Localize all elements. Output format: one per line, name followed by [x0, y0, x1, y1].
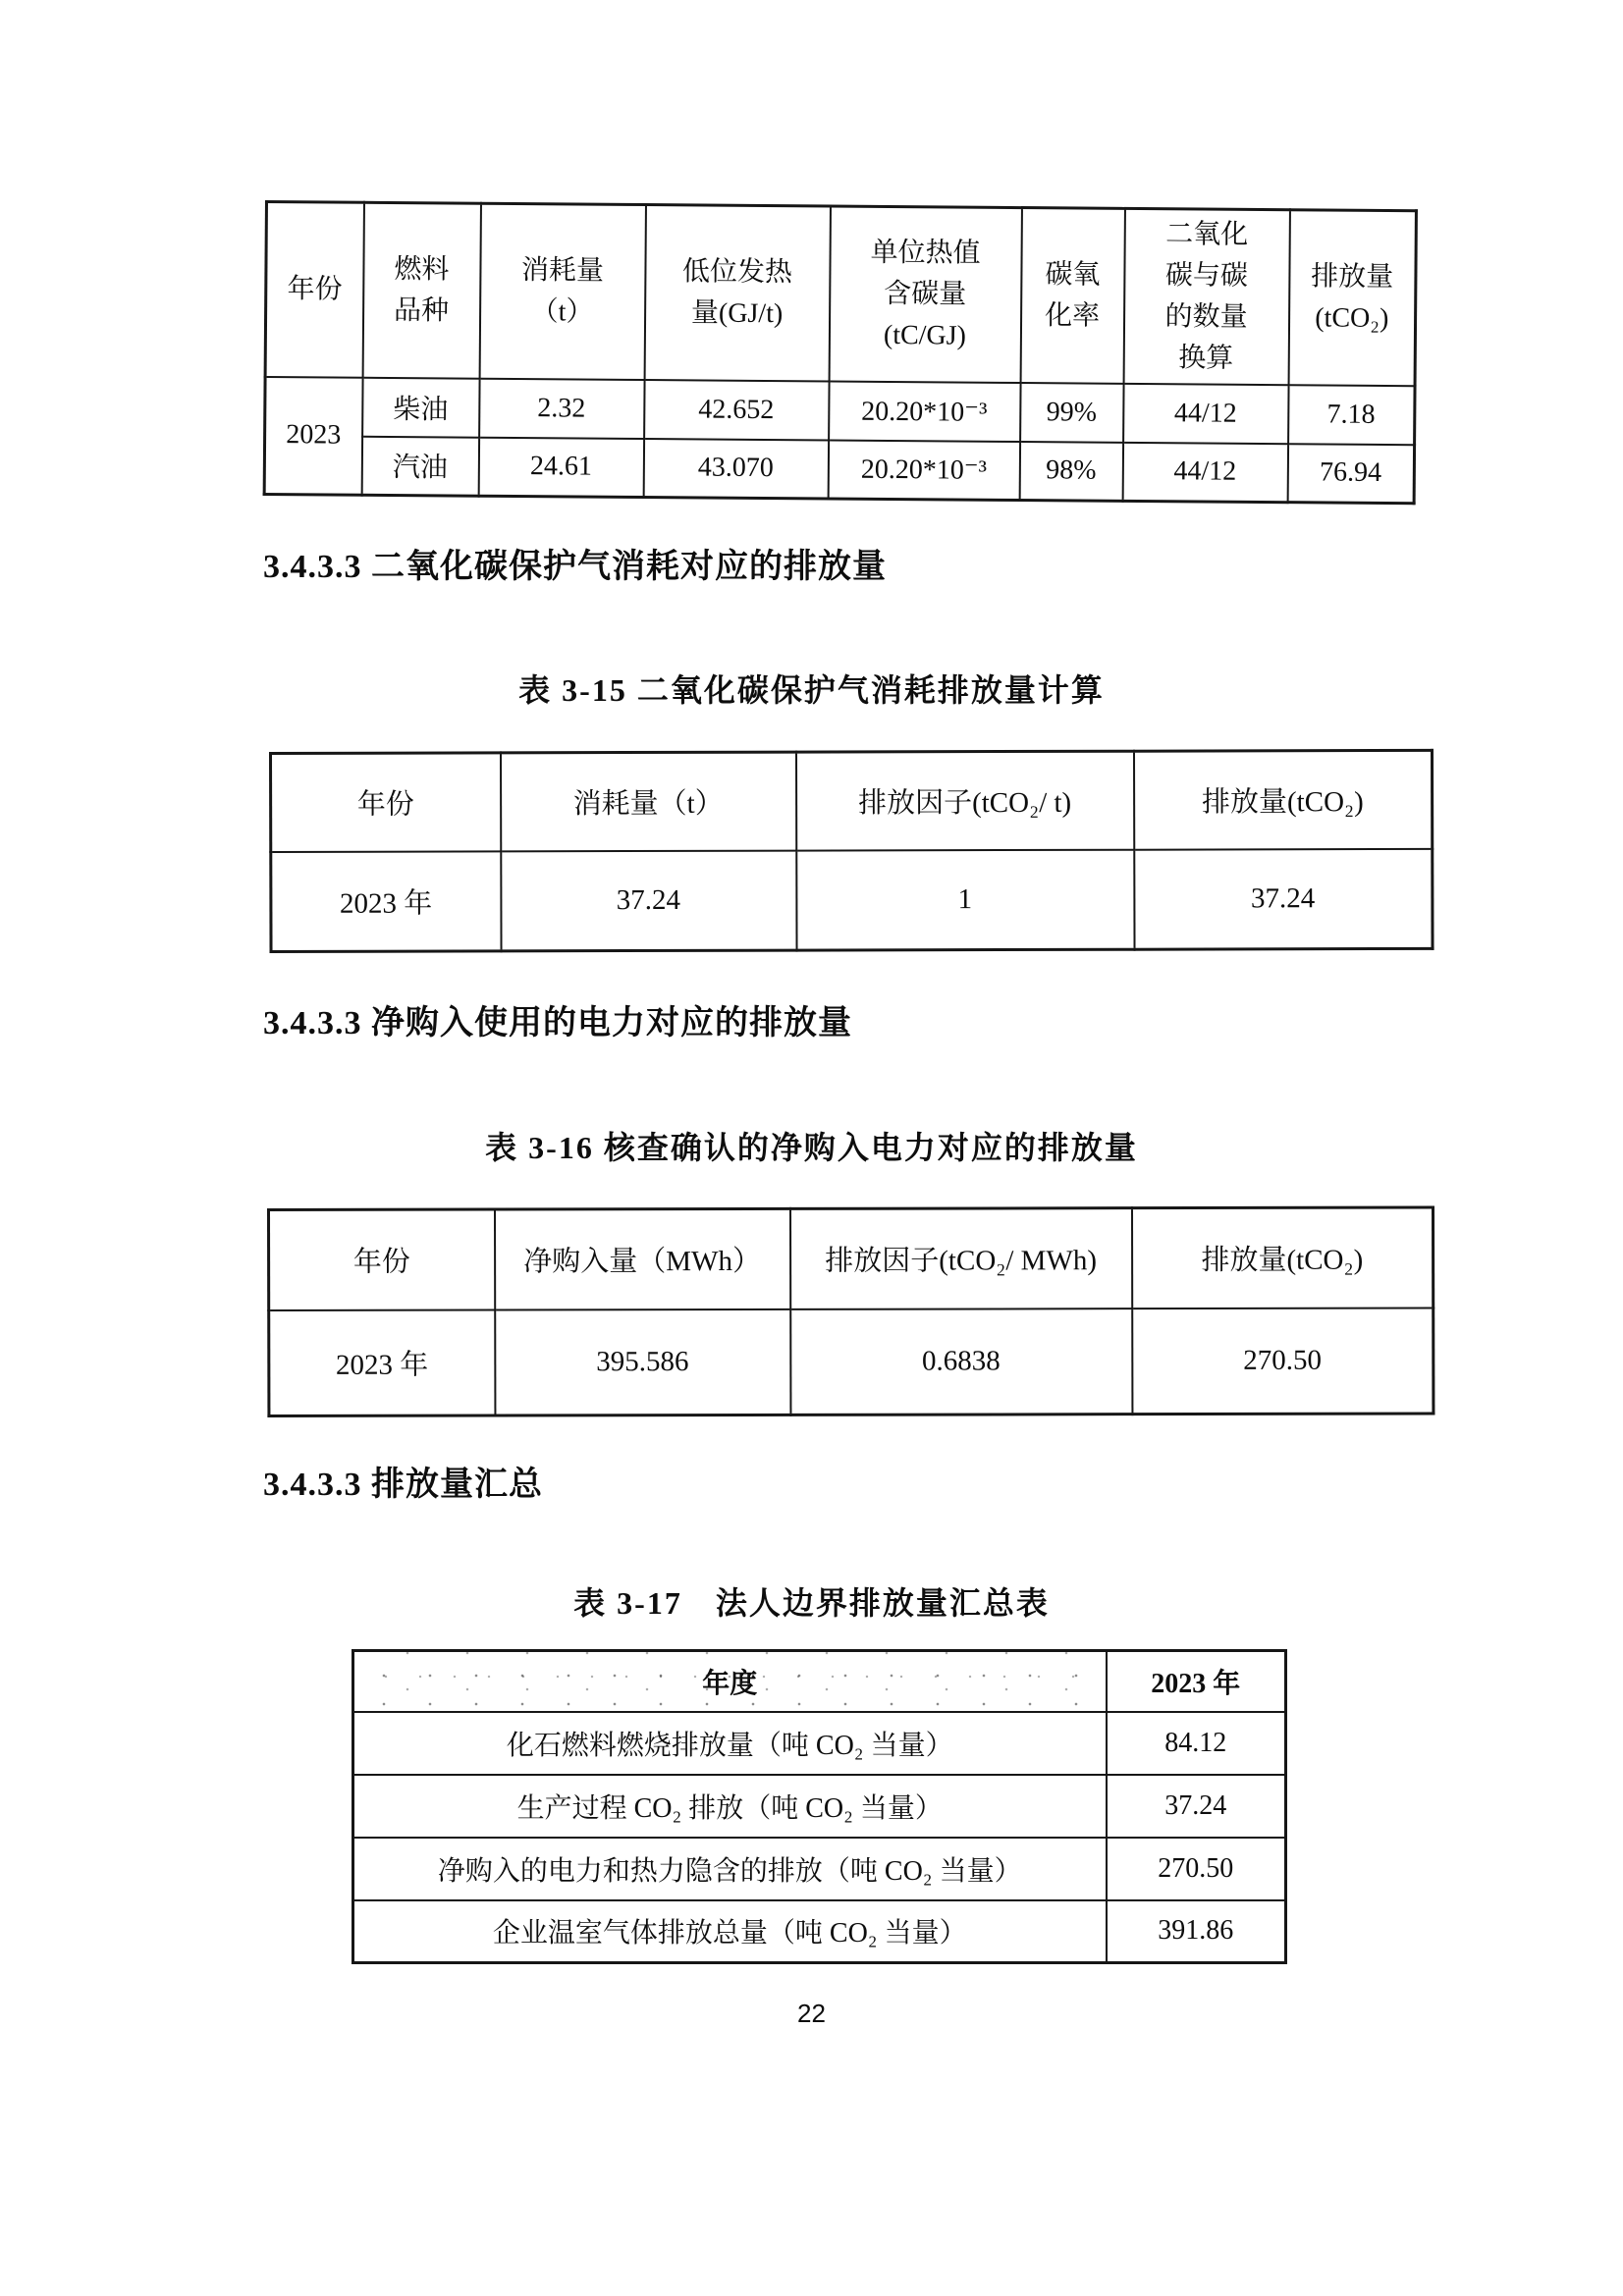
table-caption-3-15: 表 3-15 二氧化碳保护气消耗排放量计算: [518, 672, 1105, 708]
col-header-consumption: 消耗量 （t）: [479, 203, 645, 379]
cell-label: 生产过程 CO₂ 排放（吨 CO₂ 当量）: [353, 1775, 1107, 1838]
cell-carbon-content: 20.20*10⁻³: [828, 440, 1019, 501]
col-header-emission-factor: 排放因子(tCO₂/ MWh): [790, 1208, 1132, 1309]
cell-emission-factor: 0.6838: [790, 1308, 1132, 1415]
table-row-diesel: [265, 377, 1415, 445]
cell-consumption: 2.32: [479, 378, 644, 438]
page-number: 22: [797, 1999, 826, 2028]
table-header-row: [271, 750, 1433, 851]
cell-oxidation-rate: 99%: [1020, 383, 1123, 443]
col-header-carbon-content: 单位热值 含碳量 (tC/GJ): [829, 206, 1021, 383]
table-row-electricity-heat: [353, 1838, 1286, 1900]
section-heading-summary: 3.4.3.3 排放量汇总: [263, 1467, 543, 1503]
col-header-emission: 排放量(tCO₂): [1132, 1207, 1434, 1308]
table-row-2023: [271, 848, 1433, 951]
cell-ncv: 43.070: [643, 439, 828, 499]
cell-oxidation-rate: 98%: [1019, 442, 1122, 502]
col-header-purchased-amount: 净购入量（MWh）: [495, 1208, 790, 1309]
col-header-conversion: 二氧化 碳与碳 的数量 换算: [1123, 208, 1289, 384]
table-row-2023: [269, 1308, 1434, 1415]
col-header-year: 年份: [271, 753, 501, 852]
co2-shield-gas-table: [269, 749, 1434, 953]
cell-ncv: 42.652: [644, 380, 829, 440]
col-header-year: 年份: [265, 202, 363, 378]
cell-value: 391.86: [1107, 1900, 1286, 1963]
col-header-year-label: 年度: [353, 1651, 1107, 1712]
table-row-total: [353, 1900, 1286, 1963]
cell-consumption: 37.24: [501, 850, 796, 951]
cell-year: 2023 年: [271, 851, 501, 952]
col-header-oxidation-rate: 碳氧 化率: [1020, 208, 1124, 384]
cell-fuel: 柴油: [362, 377, 479, 437]
table-header-row: [269, 1207, 1434, 1309]
purchased-electricity-table-grid: [267, 1206, 1434, 1417]
cell-carbon-content: 20.20*10⁻³: [829, 381, 1020, 442]
col-header-year: 年份: [269, 1209, 495, 1309]
emission-summary-table-grid: [352, 1649, 1287, 1964]
emission-summary-table: [352, 1649, 1287, 1964]
col-header-emission: 排放量(tCO₂): [1134, 750, 1433, 849]
cell-label: 净购入的电力和热力隐含的排放（吨 CO₂ 当量）: [353, 1838, 1107, 1900]
cell-value: 270.50: [1107, 1838, 1286, 1900]
fuel-combustion-table: [263, 200, 1418, 505]
cell-emission: 37.24: [1134, 848, 1433, 949]
col-header-2023: 2023 年: [1107, 1651, 1286, 1712]
cell-conversion: 44/12: [1123, 383, 1288, 443]
table-header-row: [265, 202, 1416, 386]
purchased-electricity-table: [267, 1206, 1434, 1417]
cell-label: 企业温室气体排放总量（吨 CO₂ 当量）: [353, 1900, 1107, 1963]
col-header-emission-factor: 排放因子(tCO₂/ t): [796, 751, 1134, 850]
table-row-process: [353, 1775, 1286, 1838]
table-caption-3-17: 表 3-17 法人边界排放量汇总表: [573, 1585, 1050, 1621]
cell-emission: 7.18: [1288, 385, 1415, 445]
col-header-emission: 排放量 (tCO₂): [1288, 210, 1416, 386]
cell-year: 2023 年: [269, 1309, 495, 1415]
section-heading-electricity: 3.4.3.3 净购入使用的电力对应的排放量: [263, 1005, 852, 1041]
table-header-row: [353, 1651, 1286, 1712]
table-row-fossil: [353, 1712, 1286, 1775]
col-header-ncv: 低位发热 量(GJ/t): [644, 205, 830, 381]
cell-year: 2023: [264, 377, 362, 496]
col-header-fuel-type: 燃料 品种: [362, 202, 480, 378]
cell-fuel: 汽油: [361, 436, 478, 496]
cell-consumption: 24.61: [478, 437, 643, 497]
cell-conversion: 44/12: [1122, 442, 1287, 502]
cell-emission: 76.94: [1287, 444, 1414, 504]
cell-purchased-amount: 395.586: [495, 1308, 790, 1415]
table-caption-3-16: 表 3-16 核查确认的净购入电力对应的排放量: [485, 1130, 1138, 1165]
cell-emission: 270.50: [1132, 1308, 1434, 1415]
cell-emission-factor: 1: [796, 849, 1134, 950]
table-row-gasoline: [264, 436, 1414, 504]
cell-label: 化石燃料燃烧排放量（吨 CO₂ 当量）: [353, 1712, 1107, 1775]
cell-value: 84.12: [1107, 1712, 1286, 1775]
fuel-combustion-table-grid: [263, 200, 1418, 505]
section-heading-shield-gas: 3.4.3.3 二氧化碳保护气消耗对应的排放量: [263, 549, 887, 585]
col-header-consumption: 消耗量（t）: [501, 752, 796, 851]
co2-shield-gas-table-grid: [269, 749, 1434, 953]
cell-value: 37.24: [1107, 1775, 1286, 1838]
